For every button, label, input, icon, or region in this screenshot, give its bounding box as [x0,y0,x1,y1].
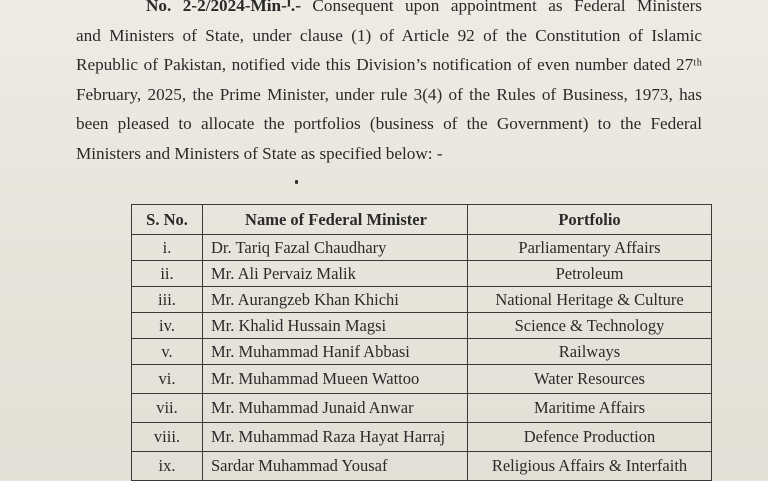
paragraph-line: February, 2025, the Prime Minister, under rule 3(4) of the Rules of Business, 1973, has [76,84,702,104]
minister-name-cell: Sardar Muhammad Yousaf [203,452,468,481]
table-row [132,313,712,339]
paragraph-line: been pleased to allocate the portfolios (business of the Government) to the Federal [76,114,702,133]
ink-mark [295,180,298,184]
portfolio-cell: Parliamentary Affairs [468,235,712,261]
minister-name-cell: Mr. Khalid Hussain Magsi [203,313,468,339]
serial-number-cell: i. [132,235,203,261]
serial-number-cell: ii. [132,261,203,287]
portfolio-cell: Petroleum [468,261,712,287]
minister-name-cell: Dr. Tariq Fazal Chaudhary [203,235,468,261]
minister-name-cell: Mr. Ali Pervaiz Malik [203,261,468,287]
paragraph-line: Ministers and Ministers of State as specified below: - [76,143,443,163]
header-minister-name: Name of Federal Minister [203,205,468,235]
portfolio-table [131,204,712,481]
paragraph-line: No. 2-2/2024-Min-ᴵ.- Consequent upon appointment as Federal Ministers [76,0,702,21]
table-row [132,235,712,261]
table-row [132,423,712,452]
table-row [132,365,712,394]
serial-number-cell: iii. [132,287,203,313]
table-row [132,261,712,287]
paragraph-line: Republic of Pakistan, notified vide this Division’s notification of even number dated 27ᵗʰ [76,55,702,74]
serial-number-cell: v. [132,339,203,365]
minister-name-cell: Mr. Muhammad Mueen Wattoo [203,365,468,394]
table-row [132,452,712,481]
serial-number-cell: iv. [132,313,203,339]
portfolio-cell: National Heritage & Culture [468,287,712,313]
table-header-row [132,205,712,235]
paragraph-line: and Ministers of State, under clause (1) of Article 92 of the Constitution of Islamic [76,25,702,45]
serial-number-cell: vi. [132,365,203,394]
minister-name-cell: Mr. Aurangzeb Khan Khichi [203,287,468,313]
table-row [132,394,712,423]
table-row [132,339,712,365]
minister-name-cell: Mr. Muhammad Raza Hayat Harraj [203,423,468,452]
serial-number-cell: viii. [132,423,203,452]
minister-name-cell: Mr. Muhammad Junaid Anwar [203,394,468,423]
serial-number-cell: vii. [132,394,203,423]
portfolio-cell: Railways [468,339,712,365]
minister-name-cell: Mr. Muhammad Hanif Abbasi [203,339,468,365]
reference-number: No. 2-2/2024-Min-ᴵ.- [146,0,301,15]
portfolio-cell: Science & Technology [468,313,712,339]
header-portfolio: Portfolio [468,205,712,235]
portfolio-cell: Water Resources [468,365,712,394]
portfolio-cell: Defence Production [468,423,712,452]
portfolio-cell: Religious Affairs & Interfaith [468,452,712,481]
portfolio-cell: Maritime Affairs [468,394,712,423]
table-row [132,287,712,313]
header-serial-number: S. No. [132,205,203,235]
notification-paragraph [76,0,702,168]
serial-number-cell: ix. [132,452,203,481]
